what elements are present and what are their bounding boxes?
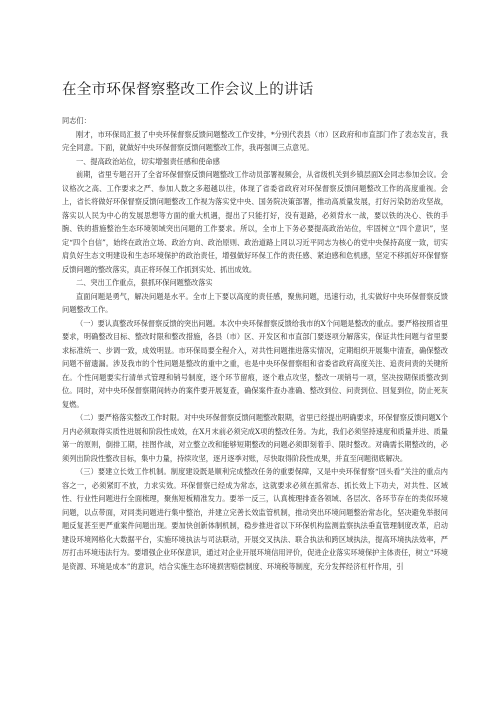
page-title: 在全市环保督察整改工作会议上的讲话 [62, 82, 314, 98]
paragraph: 直面问题是勇气，解决问题是水平。全市上下要以高度的责任感，聚焦问题，迅速行动，扎实做好中央环保督察反馈问题整改工作。 [62, 291, 448, 314]
paragraph: （三）要建立长效工作机制。制度建设既是顺利完成整改任务的重要保障，又是中央环保督察“回头看”关注的重点内容之一，必须紧盯不放，力求实效。环保督察已经成为常态，这就要求必须在抓常态、抓长效上下功夫，对共性、区域性、行业性问题进行全面梳理，聚焦短板精准发力。要举一反三，认真梳理排查各领域、各层次、各环节存在的类似环境问题，以点带面，对同类问题进行集中整治，并建立完善长效监管机制，推动突出环境问题整治常态化，坚决避免举报问题反复甚至更严重案件问题出现。要加快创新体制机制，稳步推进省以下环保机构监测监察执法垂直管理制度改革，启动建设环境网格化大数据平台，实施环境执法与司法联动，开展交叉执法、联合执法和跨区域执法，提高环境执法效率，严厉打击环境违法行为。要增强企业环保意识，通过对企业开展环境信用评价，促进企业落实环境保护主体责任，树立“环境是资源、环境是成本”的意识，结合实施生态环境损害赔偿制度、环境税等制度，充分发挥经济杠杆作用，引 [62, 467, 448, 571]
paragraph: 同志们： [62, 116, 91, 125]
paragraph: （二）要严格落实整改工作时限。对中央环保督察反馈问题整改限期，省里已经提出明确要求，环保督察反馈问题X个月内必须取得实质性进展和阶段性成效，在X月末前必须完成X项的整改任务。为此，我们必须坚持速度和质量并进、质量第一的原则，倒排工期，挂图作战，对立整立改和能够短期整改的问题必须即刻着手、限时整改。对确需长期整改的，必须列出阶段性整改目标，集中力量，持续攻坚，逐月逐季对账，尽快取得阶段性成果，并直至问题彻底解决。 [62, 413, 448, 463]
paragraph: 一、提高政治站位，切实增强责任感和使命感 [76, 156, 220, 166]
paragraph: 刚才，市环保局汇报了中央环保督察反馈问题整改工作安排，*分别代表县（市）区政府和市直部门作了表态发言，我完全同意。下面，就做好中央环保督察反馈问题整改工作，我再强调三点意见。 [62, 129, 448, 152]
document-body [62, 114, 448, 573]
paragraph: 前期，省里专题召开了全省环保督察反馈问题整改工作动员部署视频会，从省级机关到乡镇层面X会同志参加会议。会议格次之高、工作要求之严、参加人数之多超越以往，体现了省委省政府对环保督察反馈问题整改工作的高度重视。会上，省长将做好环保督察反馈问题整改工作视为落实党中央、国务院决策部署，推动高质量发展，打好污染防治攻坚战，落实以人民为中心的发展思想等方面的重大机遇，提出了只能打好，没有退路，必须背水一战，要以铁的决心、铁的手腕、铁的措施整治生态环境领域突出问题的工作要求。所以，全市上下务必要提高政治站位，牢固树立“四个意识”，坚定“四个自信”，始终在政治立场、政治方向、政治原则、政治道路上同以习近平同志为核心的党中央保持高度一致，切实肩负好生态文明建设和生态环境保护的政治责任，增强做好环保工作的责任感、紧迫感和危机感，坚定不移抓好环保督察反馈问题的整改落实，真正将环保工作抓到实处、抓出成效。 [62, 170, 448, 274]
paragraph: （一）要认真整改环保督察反馈的突出问题。本次中央环保督察反馈给我市的X个问题是整改的重点。要严格按照省里要求，明确整改目标、整改时限和整改措施，各县（市）区、开发区和市直部门要逐项分解落实，保证共性问题与省里要求标准统一、步调一致，成效明显。市环保局要全程介入，对共性问题推进落实情况，定期组织开展集中清查，确保整改问题不留遗漏。涉及我市的个性问题是整改的重中之重，也是中央环保督察组和省委省政府高度关注、追责问责的关键所在。个性问题要实行清单式管理和销号制度，逐个环节留痕，逐个难点攻坚，整改一项销号一项，坚决按期保质整改到位。同时，对中央环保督察期间转办的案件要开展复查，确保案件查办准确、整改到位、问责到位、回复到位，防止死灰复燃。 [62, 318, 448, 409]
paragraph: 二、突出工作重点，狠抓环保问题整改落实 [76, 278, 213, 287]
